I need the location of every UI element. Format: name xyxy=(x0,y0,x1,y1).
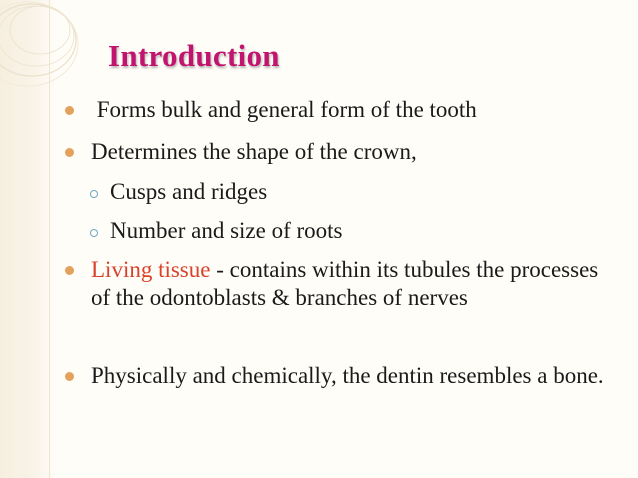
rings-decoration-icon xyxy=(0,0,110,100)
bullet-icon xyxy=(65,372,74,381)
sub-bullet-icon xyxy=(90,190,98,198)
sub-bullet-text: Cusps and ridges xyxy=(110,179,268,204)
bullet-item xyxy=(65,256,613,312)
bullet-icon xyxy=(65,266,74,275)
sub-bullet-item xyxy=(90,217,610,245)
bullet-text: Forms bulk and general form of the tooth xyxy=(91,97,477,122)
sub-bullet-icon xyxy=(90,229,98,237)
bullet-text: Determines the shape of the crown, xyxy=(91,139,417,164)
sub-bullet-item xyxy=(90,178,610,206)
bullet-text: Physically and chemically, the dentin resembles a bone. xyxy=(91,363,604,388)
bullet-item xyxy=(65,138,613,166)
sub-bullet-text: Number and size of roots xyxy=(110,218,343,243)
bullet-icon xyxy=(65,148,74,157)
bullet-item xyxy=(65,96,613,124)
highlight-text: Living tissue xyxy=(91,257,211,282)
bullet-text-rest: - contains within its tubules the processes of the odontoblasts & branches of nerves xyxy=(91,257,599,310)
slide-title: Introduction xyxy=(108,38,280,73)
bullet-text xyxy=(91,256,613,312)
bullet-icon xyxy=(65,106,74,115)
bullet-item xyxy=(65,362,613,390)
